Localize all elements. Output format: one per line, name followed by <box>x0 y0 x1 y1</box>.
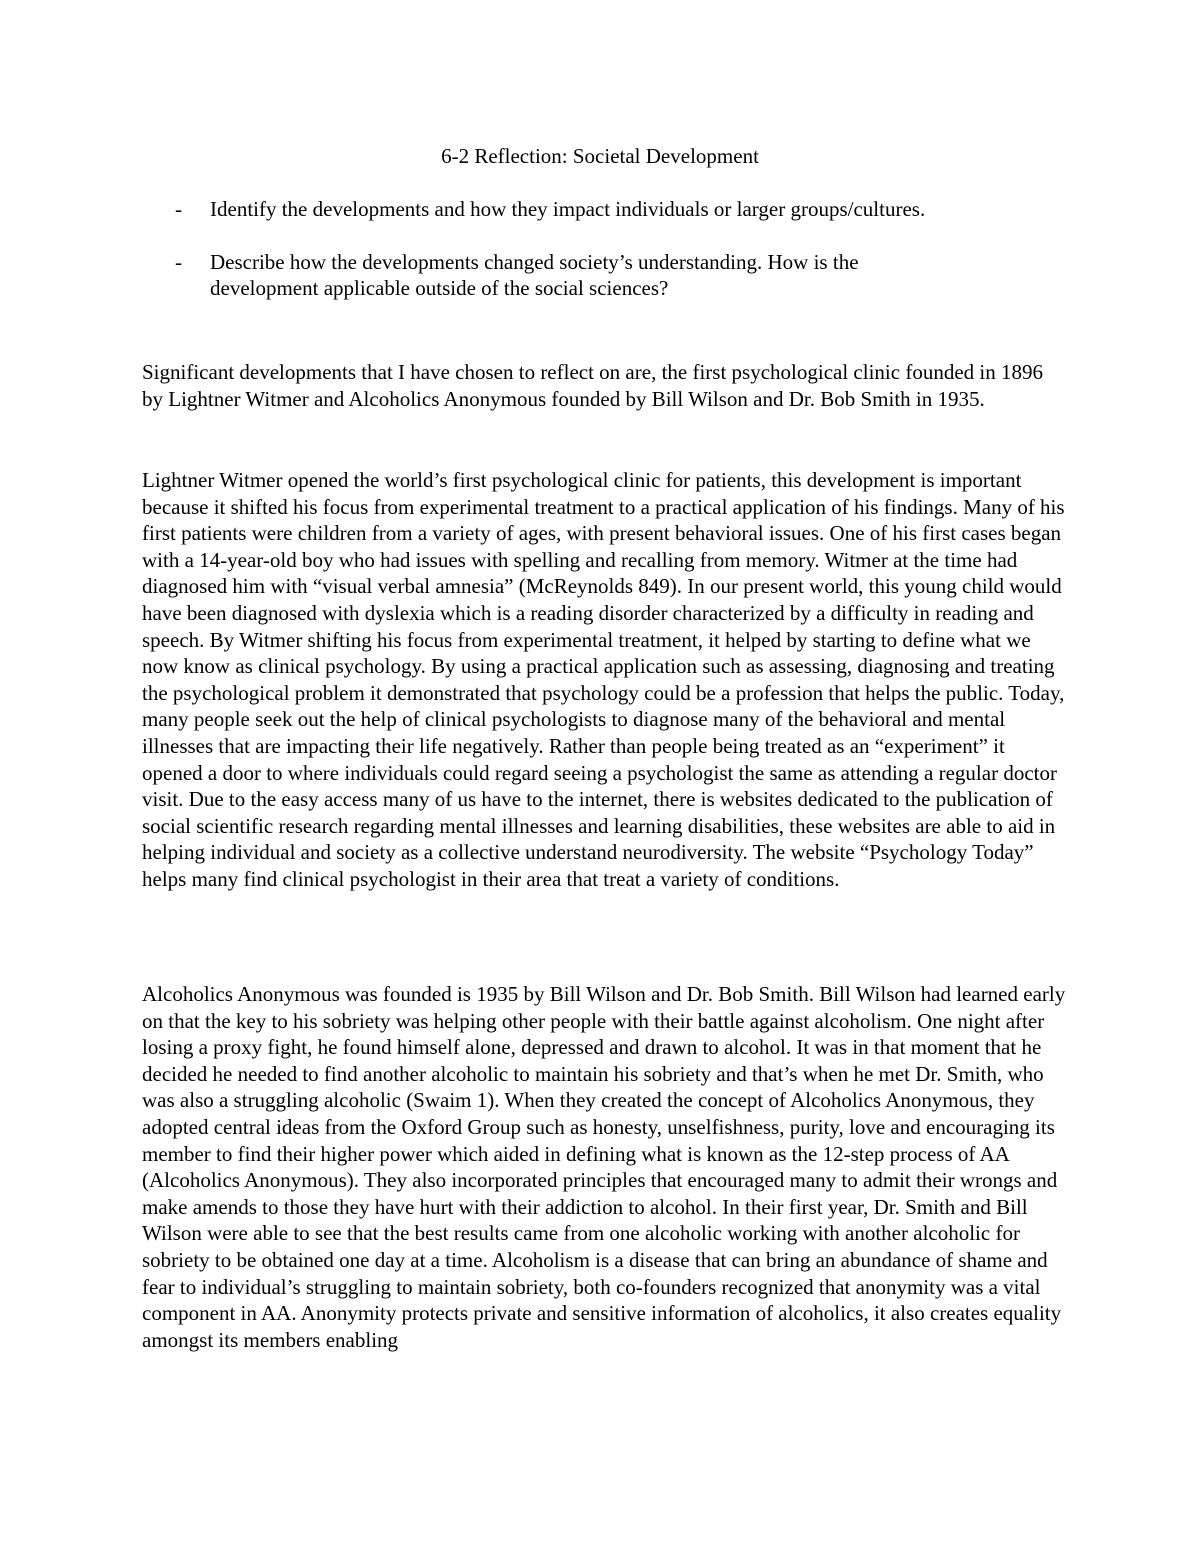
prompt-text: Identify the developments and how they impact individuals or larger groups/cultures. <box>210 197 926 221</box>
body-paragraph-intro: Significant developments that I have chosen to reflect on are, the first psychological clinic founded in 1896 by Lightner Witmer and Alcoholics Anonymous founded by Bill Wilson and Dr. Bob Smith in 1935. <box>142 360 1043 411</box>
bullet-marker: - <box>175 249 182 274</box>
prompt-item <box>0 196 970 223</box>
prompt-item <box>0 249 970 302</box>
prompt-text: Describe how the developments changed society’s understanding. How is the development applicable outside of the social sciences? <box>210 249 859 301</box>
body-paragraph-witmer: Lightner Witmer opened the world’s first psychological clinic for patients, this development is important because it shifted his focus from experimental treatment to a practical application of his findings. Many of his first patients were children from a variety of ages, with present behavioral issues. One of his first cases began with a 14-year-old boy who had issues with spelling and recalling from memory. Witmer at the time had diagnosed him with “visual verbal amnesia” (McReynolds 849). In our present world, this young child would have been diagnosed with dyslexia which is a reading disorder characterized by a difficulty in reading and speech. By Witmer shifting his focus from experimental treatment, it helped by starting to define what we now know as clinical psychology. By using a practical application such as assessing, diagnosing and treating the psychological problem it demonstrated that psychology could be a profession that helps the public. Today, many people seek out the help of clinical psychologists to diagnose many of the behavioral and mental illnesses that are impacting their life negatively. Rather than people being treated as an “experiment” it opened a door to where individuals could regard seeing a psychologist the same as attending a regular doctor visit. Due to the easy access many of us have to the internet, there is websites dedicated to the publication of social scientific research regarding mental illnesses and learning disabilities, these websites are able to aid in helping individual and society as a collective understand neurodiversity. The website “Psychology Today” helps many find clinical psychologist in their area that treat a variety of conditions. <box>142 468 1065 891</box>
prompt-list <box>0 196 1200 328</box>
body-paragraph-alcoholics-anonymous: Alcoholics Anonymous was founded is 1935 by Bill Wilson and Dr. Bob Smith. Bill Wilson had learned early on that the key to his sobriety was helping other people with their battle against alcoholism. One night after losing a proxy fight, he found himself alone, depressed and drawn to alcohol. It was in that moment that he decided he needed to find another alcoholic to maintain his sobriety and that’s when he met Dr. Smith, who was also a struggling alcoholic (Swaim 1). When they created the concept of Alcoholics Anonymous, they adopted central ideas from the Oxford Group such as honesty, unselfishness, purity, love and encouraging its member to find their higher power which aided in defining what is known as the 12-step process of AA (Alcoholics Anonymous). They also incorporated principles that encouraged many to admit their wrongs and make amends to those they have hurt with their addiction to alcohol. In their first year, Dr. Smith and Bill Wilson were able to see that the best results came from one alcoholic working with another alcoholic for sobriety to be obtained one day at a time. Alcoholism is a disease that can bring an abundance of shame and fear to individual’s struggling to maintain sobriety, both co-founders recognized that anonymity was a vital component in AA. Anonymity protects private and sensitive information of alcoholics, it also creates equality amongst its members enabling <box>142 982 1066 1352</box>
document-title: 6-2 Reflection: Societal Development <box>441 144 759 168</box>
bullet-marker: - <box>175 197 182 221</box>
